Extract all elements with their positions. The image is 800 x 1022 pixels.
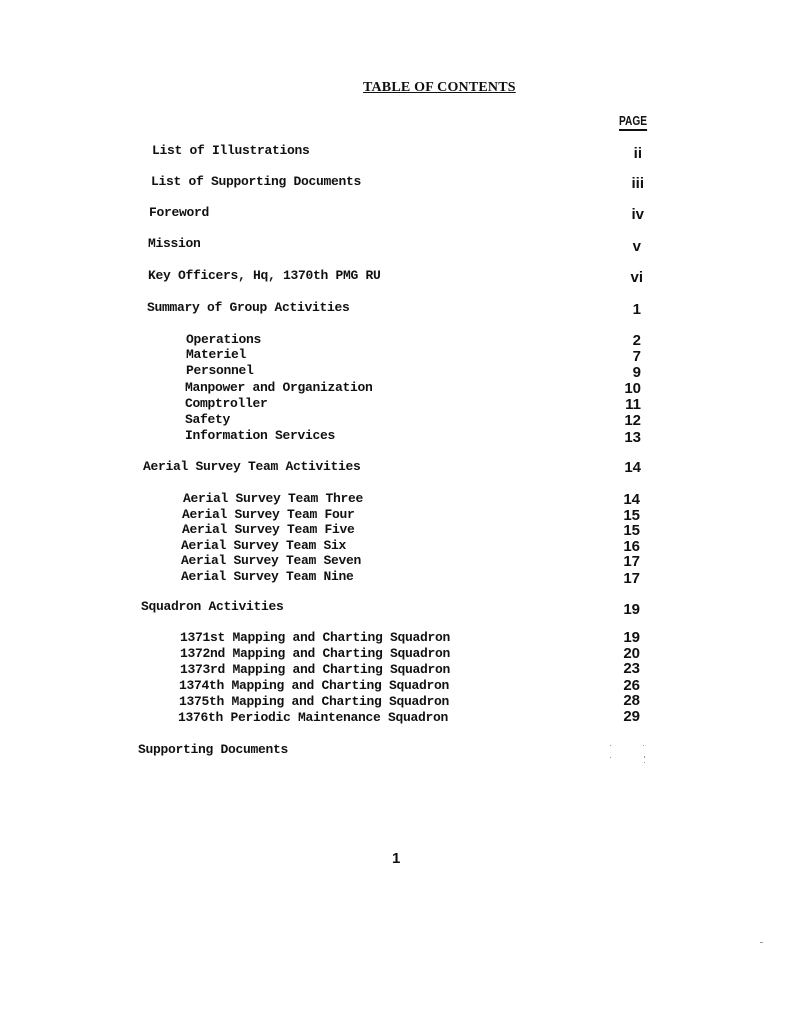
toc-subentry-team-nine[interactable]: Aerial Survey Team Nine [181, 569, 354, 584]
toc-page-number: 28 [623, 692, 640, 709]
toc-subentry-1376th[interactable]: 1376th Periodic Maintenance Squadron [178, 710, 449, 725]
toc-page-number: ii [633, 145, 642, 162]
toc-page-number: 17 [623, 570, 640, 587]
toc-entry-list-of-illustrations[interactable]: List of Illustrations [152, 143, 310, 158]
toc-subentry-operations[interactable]: Operations [186, 332, 262, 347]
toc-subentry-1372nd[interactable]: 1372nd Mapping and Charting Squadron [180, 646, 451, 661]
toc-page-number: 13 [624, 429, 641, 446]
toc-page-number: iv [631, 206, 644, 223]
toc-page-number: 26 [623, 677, 640, 694]
toc-subentry-1373rd[interactable]: 1373rd Mapping and Charting Squadron [180, 662, 451, 677]
toc-entry-mission[interactable]: Mission [148, 236, 201, 251]
toc-subentry-1374th[interactable]: 1374th Mapping and Charting Squadron [179, 678, 450, 693]
toc-entry-key-officers[interactable]: Key Officers, Hq, 1370th PMG RU [148, 268, 381, 283]
toc-subentry-manpower[interactable]: Manpower and Organization [185, 380, 373, 395]
toc-page-number: 1 [632, 301, 641, 318]
toc-page-number: 7 [632, 348, 641, 365]
page-column-header: PAGE [619, 113, 647, 131]
toc-subentry-team-seven[interactable]: Aerial Survey Team Seven [181, 553, 362, 568]
toc-subentry-1371st[interactable]: 1371st Mapping and Charting Squadron [180, 630, 451, 645]
toc-page-number: vi [630, 269, 643, 286]
toc-page-number: 20 [623, 645, 640, 662]
toc-page-number: 11 [625, 396, 641, 413]
toc-page-number: 23 [623, 660, 640, 677]
scan-artifact [610, 745, 611, 746]
toc-subentry-1375th[interactable]: 1375th Mapping and Charting Squadron [179, 694, 450, 709]
toc-page-number: 29 [623, 708, 640, 725]
scan-artifact [610, 757, 611, 758]
toc-subentry-safety[interactable]: Safety [185, 412, 231, 427]
toc-page-number: 15 [623, 522, 640, 539]
toc-entry-foreword[interactable]: Foreword [149, 205, 210, 220]
toc-page-number: 16 [623, 538, 640, 555]
toc-page-number: 14 [623, 491, 640, 508]
page-folio: 1 [392, 850, 401, 867]
toc-page-number: 19 [623, 629, 640, 646]
toc-page-number: 10 [624, 380, 641, 397]
toc-page-number: 12 [624, 412, 641, 429]
toc-page-number: 15 [623, 507, 640, 524]
scan-artifact [644, 756, 645, 758]
toc-page-number: 9 [632, 364, 641, 381]
scan-artifact [644, 762, 645, 763]
toc-title: TABLE OF CONTENTS [363, 80, 516, 95]
scan-artifact [643, 745, 644, 746]
toc-page-number: iii [631, 175, 644, 192]
toc-page-number: 14 [624, 459, 641, 476]
toc-page-number: 2 [632, 332, 641, 349]
toc-subentry-team-five[interactable]: Aerial Survey Team Five [182, 522, 355, 537]
toc-page-number: 19 [623, 601, 640, 618]
toc-subentry-team-six[interactable]: Aerial Survey Team Six [181, 538, 347, 553]
toc-subentry-personnel[interactable]: Personnel [186, 363, 254, 378]
toc-subentry-materiel[interactable]: Materiel [186, 347, 247, 362]
toc-page-number: 17 [623, 553, 640, 570]
toc-section-supporting-documents[interactable]: Supporting Documents [138, 742, 289, 757]
scan-artifact [760, 942, 763, 943]
toc-entry-list-of-supporting-documents[interactable]: List of Supporting Documents [151, 174, 362, 189]
toc-subentry-information-services[interactable]: Information Services [185, 428, 336, 443]
toc-subentry-comptroller[interactable]: Comptroller [185, 396, 268, 411]
toc-page-number: v [632, 238, 641, 255]
toc-section-squadron[interactable]: Squadron Activities [141, 599, 284, 614]
toc-section-aerial-survey[interactable]: Aerial Survey Team Activities [143, 459, 361, 474]
toc-subentry-team-three[interactable]: Aerial Survey Team Three [183, 491, 364, 506]
toc-subentry-team-four[interactable]: Aerial Survey Team Four [182, 507, 355, 522]
toc-section-summary[interactable]: Summary of Group Activities [147, 300, 350, 315]
